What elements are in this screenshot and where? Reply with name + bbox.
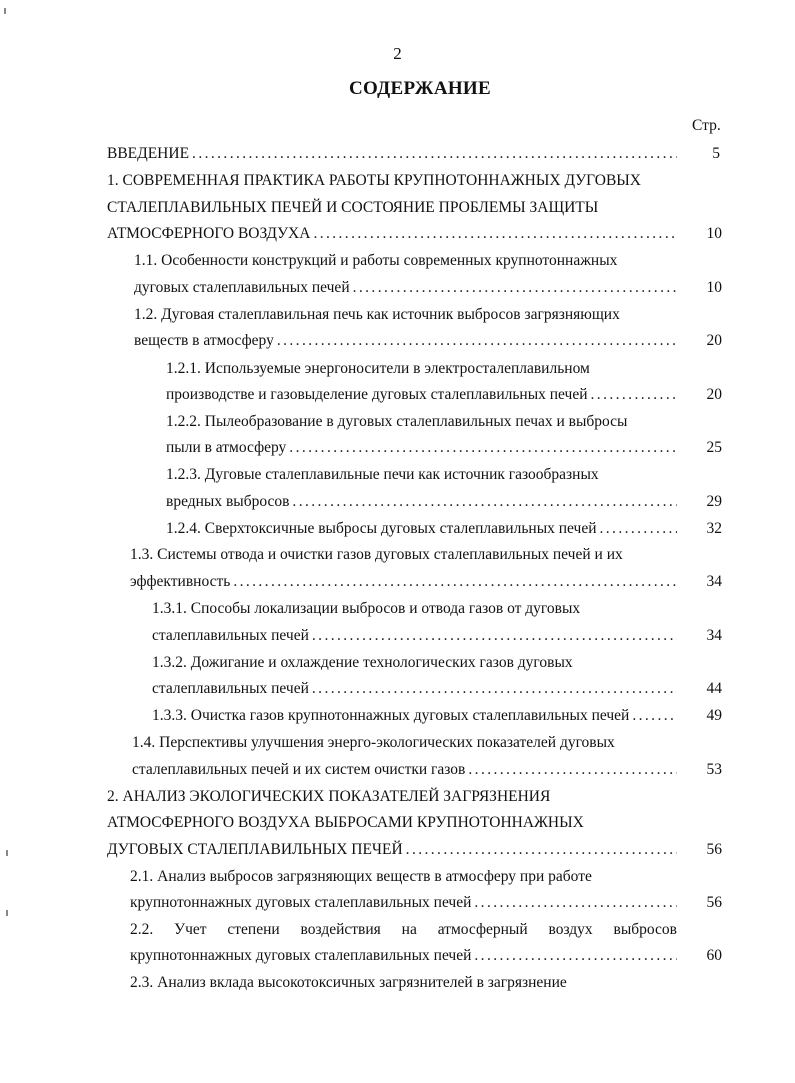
toc-entry-1-3-2[interactable] (152, 651, 573, 675)
toc-entry-text: 2. АНАЛИЗ ЭКОЛОГИЧЕСКИХ ПОКАЗАТЕЛЕЙ ЗАГРЯЗНЕНИЯ (107, 788, 551, 805)
toc-entry-1-2-4[interactable] (166, 517, 677, 541)
toc-entry-text: сталеплавильных печей и их систем очистки газов (132, 761, 466, 778)
toc-entry-text: 1.4. Перспективы улучшения энерго-экологических показателей дуговых (132, 734, 615, 751)
toc-leader-dots (353, 276, 677, 300)
toc-entry-1-4[interactable] (132, 758, 677, 782)
toc-entry-1-1[interactable] (134, 276, 677, 300)
toc-entry-intro[interactable] (107, 142, 677, 166)
toc-leader-dots (233, 570, 677, 594)
toc-entry-text: ДУГОВЫХ СТАЛЕПЛАВИЛЬНЫХ ПЕЧЕЙ (107, 841, 403, 858)
toc-entry-1-2-3[interactable] (166, 463, 599, 487)
toc-leader-dots (474, 891, 677, 915)
toc-leader-dots (406, 838, 677, 862)
toc-page-number: 32 (706, 520, 722, 537)
toc-entry-1-4[interactable] (132, 731, 615, 755)
toc-leader-dots (312, 624, 677, 648)
toc-entry-1-3[interactable] (130, 570, 677, 594)
scan-artifact (4, 8, 6, 14)
toc-entry-text: пыли в атмосферу (166, 439, 287, 456)
toc-entry-text: крупнотоннажных дуговых сталеплавильных печей (130, 894, 472, 911)
toc-entry-text: 1.3.3. Очистка газов крупнотоннажных дуговых сталеплавильных печей (152, 707, 630, 724)
toc-entry-text: 1.2.1. Используемые энергоносители в электросталеплавильном (166, 360, 590, 377)
toc-leader-dots (289, 436, 677, 460)
toc-entry-1-2-1[interactable] (166, 357, 590, 381)
toc-page-number: 56 (706, 841, 722, 858)
toc-entry-chapter-2[interactable] (107, 811, 584, 835)
toc-entry-2-2[interactable] (130, 944, 677, 968)
toc-entry-1-2-2[interactable] (166, 436, 677, 460)
toc-entry-text: 2.3. Анализ вклада высокотоксичных загрязнителей в загрязнение (130, 974, 567, 991)
toc-page-number: 10 (706, 279, 722, 296)
toc-page-number: 29 (706, 493, 722, 510)
toc-page-number: 34 (706, 573, 722, 590)
page-column-header: Стр. (692, 117, 721, 134)
toc-entry-text: 1. СОВРЕМЕННАЯ ПРАКТИКА РАБОТЫ КРУПНОТОННАЖНЫХ ДУГОВЫХ (107, 172, 642, 189)
toc-entry-1-2-1[interactable] (166, 383, 677, 407)
toc-entry-1-3-3[interactable] (152, 704, 677, 728)
toc-entry-text: 1.2. Дуговая сталеплавильная печь как источник выбросов загрязняющих (134, 306, 620, 323)
toc-entry-text: 2.1. Анализ выбросов загрязняющих веществ в атмосферу при работе (130, 868, 592, 885)
toc-entry-text: АТМОСФЕРНОГО ВОЗДУХА ВЫБРОСАМИ КРУПНОТОННАЖНЫХ (107, 814, 584, 831)
toc-entry-text: сталеплавильных печей (152, 680, 309, 697)
toc-entry-1-2[interactable] (134, 303, 620, 327)
toc-page-number: 20 (706, 332, 722, 349)
scan-artifact (6, 850, 8, 856)
toc-entry-chapter-1[interactable] (107, 169, 641, 193)
toc-page-number: 25 (706, 439, 722, 456)
page-number: 2 (393, 44, 402, 63)
scan-artifact (6, 910, 8, 916)
toc-entry-1-3-1[interactable] (152, 597, 580, 621)
toc-leader-dots (468, 758, 677, 782)
toc-entry-1-2-2[interactable] (166, 410, 627, 434)
toc-entry-1-3[interactable] (130, 543, 623, 567)
toc-entry-text: 1.3. Системы отвода и очистки газов дуговых сталеплавильных печей и их (130, 546, 623, 563)
toc-entry-2-2[interactable] (130, 918, 677, 942)
toc-entry-2-1[interactable] (130, 891, 677, 915)
toc-entry-text: АТМОСФЕРНОГО ВОЗДУХА (107, 225, 311, 242)
toc-entry-chapter-2[interactable] (107, 785, 550, 809)
toc-entry-2-3[interactable] (130, 971, 567, 995)
toc-entry-1-2-3[interactable] (166, 490, 677, 514)
toc-entry-text: 1.2.2. Пылеобразование в дуговых сталеплавильных печах и выбросы (166, 413, 628, 430)
toc-entry-text: 2.2. Учет степени воздействия на атмосферный воздух выбросов (130, 921, 677, 938)
toc-entry-text: 1.2.4. Сверхтоксичные выбросы дуговых сталеплавильных печей (166, 520, 597, 537)
toc-entry-text: дуговых сталеплавильных печей (134, 279, 350, 296)
toc-entry-2-1[interactable] (130, 865, 592, 889)
toc-leader-dots (313, 222, 677, 246)
toc-entry-text: сталеплавильных печей (152, 627, 309, 644)
toc-leader-dots (312, 677, 677, 701)
toc-entry-1-3-2[interactable] (152, 677, 677, 701)
toc-leader-dots (600, 517, 678, 541)
toc-entry-chapter-2[interactable] (107, 838, 677, 862)
toc-page-number: 34 (706, 627, 722, 644)
toc-entry-1-1[interactable] (134, 249, 617, 273)
toc-leader-dots (591, 383, 677, 407)
toc-page-number: 20 (706, 386, 722, 403)
toc-entry-text: 1.3.1. Способы локализации выбросов и отвода газов от дуговых (152, 600, 581, 617)
toc-entry-chapter-1[interactable] (107, 196, 598, 220)
toc-entry-chapter-1[interactable] (107, 222, 677, 246)
toc-entry-text: 1.3.2. Дожигание и охлаждение технологических газов дуговых (152, 654, 573, 671)
toc-entry-text: 1.1. Особенности конструкций и работы современных крупнотоннажных (134, 252, 618, 269)
toc-page-number: 56 (706, 894, 722, 911)
toc-leader-dots (632, 704, 677, 728)
toc-entry-text: эффективность (130, 573, 231, 590)
toc-entry-text: вредных выбросов (166, 493, 290, 510)
toc-entry-text: СТАЛЕПЛАВИЛЬНЫХ ПЕЧЕЙ И СОСТОЯНИЕ ПРОБЛЕМЫ ЗАЩИТЫ (107, 199, 599, 216)
toc-leader-dots (292, 490, 677, 514)
toc-page-number: 10 (706, 225, 722, 242)
toc-page-number: 49 (706, 707, 722, 724)
toc-leader-dots (474, 944, 677, 968)
toc-entry-text: ВВЕДЕНИЕ (107, 145, 190, 162)
toc-leader-dots (192, 142, 677, 166)
toc-page-number: 53 (706, 761, 722, 778)
toc-entry-text: производстве и газовыделение дуговых сталеплавильных печей (166, 386, 588, 403)
toc-entry-text: крупнотоннажных дуговых сталеплавильных печей (130, 947, 472, 964)
toc-page-number: 5 (712, 145, 720, 162)
toc-entry-1-3-1[interactable] (152, 624, 677, 648)
toc-page-number: 60 (706, 947, 722, 964)
toc-entry-1-2[interactable] (134, 329, 677, 353)
toc-entry-text: 1.2.3. Дуговые сталеплавильные печи как источник газообразных (166, 466, 599, 483)
toc-leader-dots (277, 329, 677, 353)
toc-entry-text: веществ в атмосферу (134, 332, 274, 349)
page-title: СОДЕРЖАНИЕ (349, 78, 491, 99)
toc-page-number: 44 (706, 680, 722, 697)
